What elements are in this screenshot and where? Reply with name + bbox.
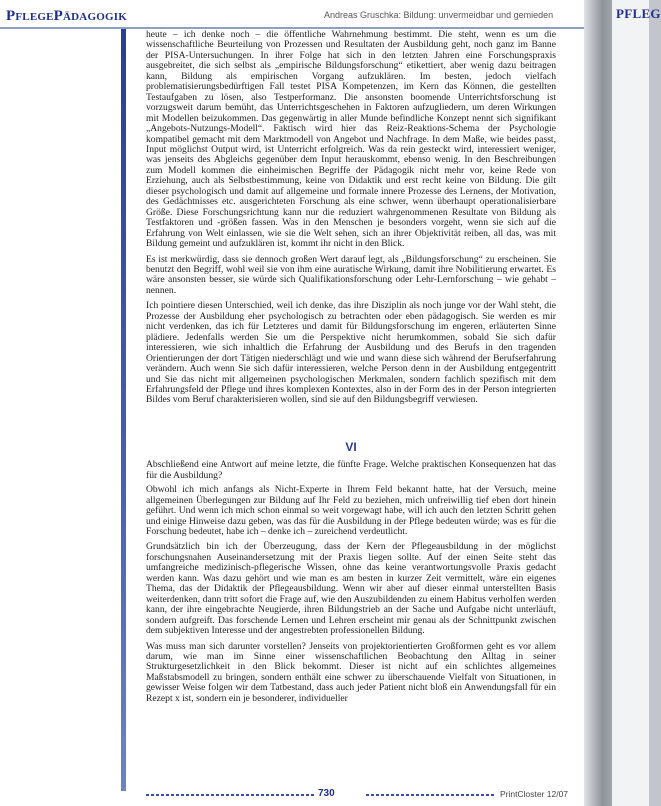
footer-rule-right bbox=[366, 794, 494, 796]
margin-color-bar bbox=[121, 29, 126, 791]
section-number: VI bbox=[345, 439, 357, 454]
page-number: 730 bbox=[318, 788, 335, 799]
adjacent-page-logo: PFLEG bbox=[616, 6, 661, 21]
paragraph: Grundsätzlich bin ich der Überzeugung, dass der Kern der Pflegeausbildung in der möglichst forschungsnahen Auseinandersetzung mit der Praxis liegen sollte. Auf der einen Seite steht das umfangreiche medizinisch-pflegerische Wissen, ohne das keine verantwortungsvolle Praxis gedacht werden kann. Was dazu gehört und wie man es am besten in kurzer Zeit vermittelt, wäre ein eigenes Thema, das der Didaktik der Pflegeausbildung. Wenn wir aber auf dieser einmal unterstellten Basis weiterdenken, dann tritt sofort die Frage auf, wie den Auszubildenden zu einem Habitus verholfen werden kann, der ihre eingebrachte Neugierde, ihren Bildungstrieb an der Sache und Aufgabe nicht unterläuft, sondern aufgreift. Das forschende Lernen und Lehren erscheint mir genau als der Schnittpunkt zwischen dem subjektiven Interesse und der angestrebten professionellen Bildung. bbox=[146, 541, 556, 637]
paragraph: heute – ich denke noch – die öffentliche Wahrnehmung bestimmt. Die steht, wenn es um die wissenschaftliche Beurteilung von Prozessen und Resultaten der Ausbildung geht, noch ganz im Banne der PISA-Untersuchungen. In ihrer Folge hat sich in den letzten Jahren eine Forschungspraxis ausgebreitet, die sich selbst als „empirische Bildungsforschung“ etikettiert, aber wenig dazu beitragen kann, Bildung als empirischen Vorgang aufzuklären. Im besten, jedoch vielfach problematisierungsbedürftigen Fall testet PISA Kompetenzen, im Kern das Können, die gestellten Testaufgaben zu lösen, also Testperformanz. Die ansonsten boomende Unterrichtsforschung ist vorzugsweit darum bemüht, das Unterrichtsgeschehen in Faktoren aufzugliedern, um deren Wirkungen mit Modellen beizukommen. Das gegenwärtig in aller Munde befindliche Konzept nennt sich signifikant „Angebots-Nutzungs-Modell“. Faktisch wird hier das Reiz-Reaktions-Schema der Psychologie kompatibel gemacht mit dem Marktmodell von Angebot und Nachfrage. In dem Maße, wie beides passt, Input möglichst Output wird, ist Unterricht erfolgreich. Was da rein gesteckt wird, interessiert weniger, was jenseits des Abgleichs gegenüber dem Input herauskommt, ebenso wenig. In den Beschreibungen zum Modell kommen die einheimischen Begriffe der Pädagogik nicht mehr vor, keine Rede von Erziehung, auch als Selbstbestimmung, keine von Didaktik und erst recht keine von Bildung. Die gilt dieser psychologisch und damit auf allgemeine und formale innere Prozesse des Lernens, der Motivation, des Gedächtnisses etc. ausgerichteten Forschung als eine schwer, wenn überhaupt operationalisierbare Größe. Diese Forschungsrichtung kann nur die reduziert wahrgenommenen Resultate von Bildung als Testfaktoren und -größen fassen. Was in den Menschen je besonders vorgeht, wenn sie sich auf die Erfahrung von Welt einlassen, wie sie die Welt sehen, sich an ihrer Objektivität reiben, all das, was mit Bildung gemeint und aufzuklären ist, kommt ihr nicht in den Blick. bbox=[146, 29, 556, 250]
section-question: Abschließend eine Antwort auf meine letzte, die fünfte Frage. Welche praktischen Konsequenzen hat das für die Ausbildung? bbox=[146, 459, 556, 481]
paragraph: Ich pointiere diesen Unterschied, weil ich denke, das ihre Disziplin als noch junge vor der Wahl steht, die Prozesse der Ausbildung eher psychologisch zu betrachten oder eben pädagogisch. Sie werden es mir nicht verdenken, das ich für Letzteres und damit für Bildungsforschung im engeren, erläuterten Sinne plädiere. Jedenfalls werden Sie um die Perspektive nicht herumkommen, sobald Sie sich dafür interessieren, wie sich inhaltlich die Erfahrung der Ausbildung und des Berufs in den tragenden Orientierungen der dort Tätigen niederschlägt und wie und wann diese sich während der Berufserfahrung verändern. Auch wenn Sie sich dafür interessieren, welche Person denn in der Ausbildung entgegentritt und Sie das nicht mit allgemeinen psychologischen Merkmalen, sondern fachlich spezifisch mit dem Erfahrungsfeld der Pflege und ihres komplexen Kontextes, also in der Form des in der Person integrierten Bildes vom Beruf charakterisieren wollen, sind sie auf den Bildungsbegriff verwiesen. bbox=[146, 300, 556, 406]
running-head: Andreas Gruschka: Bildung: unvermeidbar und gemieden bbox=[324, 10, 554, 20]
paragraph: Es ist merkwürdig, dass sie dennoch großen Wert darauf legt, als „Bildungsforschung“ zu erscheinen. Sie benutzt den Begriff, wohl weil sie von ihm eine auratische Wirkung, damit ihre Nobilitierung erwartet. Es wäre ansonsten besser, sie würde sich Qualifikationsforschung oder Lehr-Lernforschung – wie gehabt – nennen. bbox=[146, 253, 556, 296]
journal-logo: PflegePädagogik bbox=[6, 8, 127, 24]
article-body bbox=[146, 30, 556, 709]
paragraph: Obwohl ich mich anfangs als Nicht-Experte in Ihrem Feld bekannt hatte, hat der Versuch, meine allgemeinen Überlegungen zur Bildung auf Ihr Feld zu beziehen, mich unfreiwillig tief eben dort hinein geführt. Und wenn ich mich schon einmal so weit vorgewagt habe, will ich auch den letzten Schritt gehen und einige Hinweise dazu geben, was das für die Ausbildung in der Pflege bedeuten würde; was es für die Forschung bedeutet, habe ich – denke ich – zureichend verdeutlicht. bbox=[146, 484, 556, 538]
adjacent-page bbox=[612, 0, 661, 806]
paragraph: Was muss man sich darunter vorstellen? Jenseits von projektorientierten Großformen geht es vor allem darum, wie man im Sinne einer wissenschaftlichen Beobachtung den Alltag in seiner Strukturgesetzlichkeit in den Blick bekommt. Dieser ist nicht auf ein schlichtes allgemeines Maßstabsmodell zu bringen, sondern enthält eine schwer zu überschauende Vielfalt von Situationen, in gewisser Weise folgen wir dem Tatbestand, dass auch jeder Patient nicht bloß ein Anwendungsfall für ein Rezept x ist, sondern ein je besonderer, individueller bbox=[146, 640, 556, 704]
issue-label: PrintCloster 12/07 bbox=[500, 789, 569, 799]
footer-rule-left bbox=[146, 794, 314, 796]
